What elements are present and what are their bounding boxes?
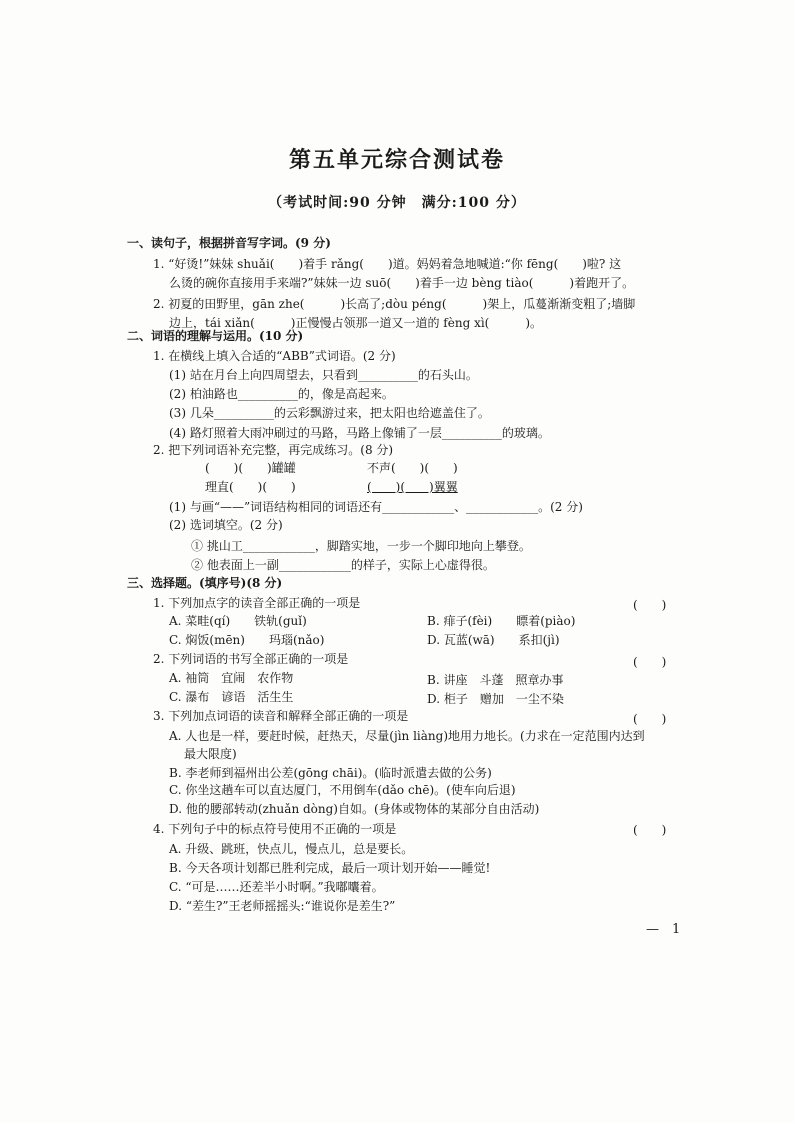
s2-q2-1: (1) 与画“——”词语结构相同的词语还有____________、____________。(2 分) — [169, 500, 583, 514]
exam-info: （考试时间:90 分钟 满分:100 分） — [268, 195, 526, 211]
s3-q3-option-d: D. 他的腰部转动(zhuǎn dòng)自如。(身体或物体的某部分自由活动) — [169, 802, 540, 816]
s3-q4-option-c: C. “可是……还差半小时啊。”我嘟囔着。 — [169, 880, 384, 894]
s1-q1-line2: 么烫的碗你直接用手来端?”妹妹一边 suō( )着手一边 bèng tiào( )着跑开了。 — [169, 276, 635, 290]
s1-q2-line1: 2. 初夏的田野里，gān zhe( )长高了;dòu péng( )架上，瓜蔓渐渐变粗了;墙脚 — [153, 297, 636, 311]
s2-word-4-underlined: ( )( )翼翼 — [367, 480, 458, 494]
s3-q2-option-a: A. 袖筒 宜闹 农作物 — [169, 671, 294, 685]
s3-q3-option-a-line1: A. 人也是一样，要赶时候，赶热天，尽量(jìn liàng)地用力地长。(力求在一定范围内达到 — [169, 729, 645, 743]
s3-q2-option-b: B. 讲座 斗蓬 照章办事 — [427, 673, 564, 687]
s2-q2-2a: ① 挑山工____________，脚踏实地，一步一个脚印地向上攀登。 — [191, 539, 531, 553]
s3-q1-option-a: A. 菜畦(qí) 铁轨(guǐ) — [169, 614, 307, 628]
s3-q3: 3. 下列加点词语的读音和解释全部正确的一项是 — [153, 709, 409, 723]
s2-word-3: 理直( )( ) — [205, 480, 296, 494]
s3-q4-answer-paren: ( ) — [633, 823, 667, 837]
s2-q1-b: (2) 柏油路也__________的，像是高起来。 — [169, 387, 394, 401]
section-2-heading: 二、词语的理解与运用。(10 分) — [127, 329, 304, 343]
s3-q1-option-b: B. 痱子(fèi) 瞟着(piào) — [427, 614, 576, 628]
s3-q2: 2. 下列词语的书写全部正确的一项是 — [153, 652, 349, 666]
page-title: 第五单元综合测试卷 — [288, 147, 505, 173]
s2-word-1: ( )( )罐罐 — [205, 461, 296, 475]
s3-q4: 4. 下列句子中的标点符号使用不正确的一项是 — [153, 822, 397, 836]
s3-q2-option-d: D. 柜子 赠加 一尘不染 — [427, 692, 564, 706]
s3-q4-option-b: B. 今天各项计划都已胜利完成，最后一项计划开始——睡觉! — [169, 861, 491, 875]
s3-q3-option-b: B. 李老师到福州出公差(gōng chāi)。(临时派遣去做的公务) — [169, 766, 492, 780]
s2-q2-2: (2) 选词填空。(2 分) — [169, 518, 283, 532]
s3-q1-option-c: C. 焖饭(mēn) 玛瑙(nǎo) — [169, 633, 325, 647]
s1-q1-line1: 1. “好烫!”妹妹 shuǎi( )着手 rǎng( )道。妈妈着急地喊道:“你 fēng( )啦? 这 — [153, 257, 622, 271]
s3-q4-option-a: A. 升级、跳班，快点儿，慢点儿，总是要长。 — [169, 842, 414, 856]
s3-q2-answer-paren: ( ) — [633, 655, 667, 669]
s2-q2: 2. 把下列词语补充完整，再完成练习。(8 分) — [153, 443, 394, 457]
s3-q1: 1. 下列加点字的读音全部正确的一项是 — [153, 596, 361, 610]
s2-q1-d: (4) 路灯照着大雨冲刷过的马路，马路上像铺了一层__________的玻璃。 — [169, 426, 550, 440]
s3-q2-option-c: C. 瀑布 谚语 活生生 — [169, 690, 294, 704]
page-number: — 1 — [646, 922, 681, 937]
s2-q1: 1. 在横线上填入合适的“ABB”式词语。(2 分) — [153, 349, 396, 363]
section-1-heading: 一、读句子，根据拼音写字词。(9 分) — [127, 236, 331, 250]
s3-q3-option-a-line2: 最大限度) — [184, 747, 237, 761]
s3-q3-answer-paren: ( ) — [633, 712, 667, 726]
s3-q1-option-d: D. 瓦蓝(wā) 系扣(jì) — [427, 633, 560, 647]
s3-q3-option-c: C. 你坐这趟车可以直达厦门，不用倒车(dǎo chē)。(使车向后退) — [169, 783, 516, 797]
s2-word-2: 不声( )( ) — [367, 461, 458, 475]
s3-q1-answer-paren: ( ) — [633, 598, 667, 612]
s2-q2-2b: ② 他表面上一副____________的样子，实际上心虚得很。 — [191, 558, 495, 572]
s2-q1-c: (3) 几朵__________的云彩飘游过来，把太阳也给遮盖住了。 — [169, 406, 490, 420]
s2-q1-a: (1) 站在月台上向四周望去，只看到__________的石头山。 — [169, 368, 478, 382]
s3-q4-option-d: D. “差生?”王老师摇摇头:“谁说你是差生?” — [169, 899, 396, 913]
s1-q2-line2: 边上，tái xiǎn( )正慢慢占领那一道又一道的 fèng xì( )。 — [169, 316, 543, 330]
section-3-heading: 三、选择题。(填序号)(8 分) — [127, 576, 283, 590]
